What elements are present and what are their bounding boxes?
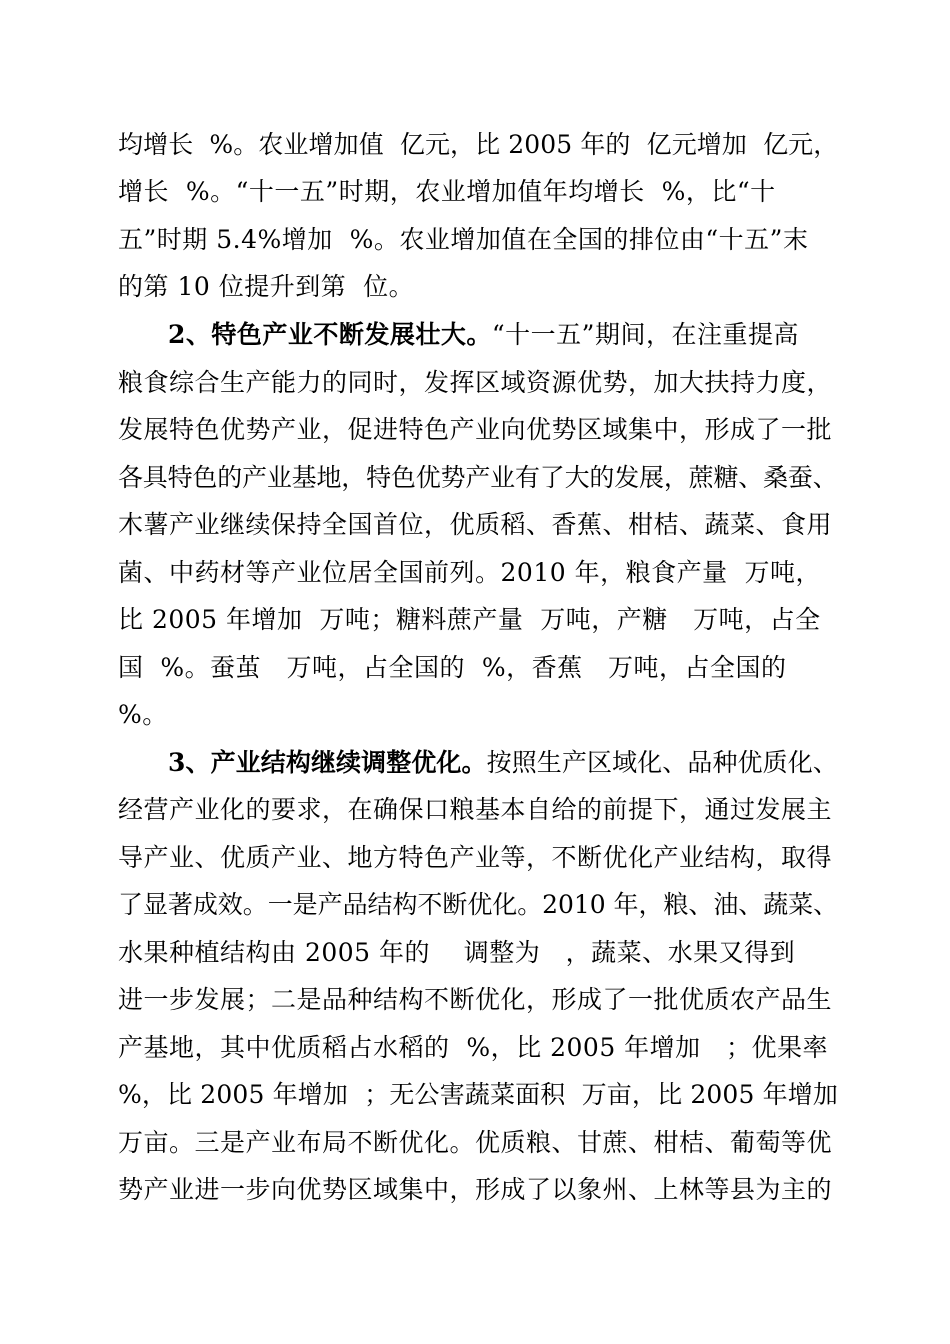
paragraph-line: 国 %。蚕茧 万吨，占全国的 %，香蕉 万吨，占全国的 [118, 653, 787, 682]
section-2-heading: 2、特色产业不断发展壮大。 [168, 320, 492, 349]
paragraph-line: 木薯产业继续保持全国首位，优质稻、香蕉、柑桔、蔬菜、食用 [118, 510, 833, 539]
paragraph-line: %，比 2005 年增加 ；无公害蔬菜面积 万亩，比 2005 年增加 [118, 1080, 839, 1109]
paragraph-line: 粮食综合生产能力的同时，发挥区域资源优势，加大扶持力度， [118, 368, 833, 397]
paragraph-line: 菌、中药材等产业位居全国前列。2010 年，粮食产量 万吨， [118, 558, 821, 587]
paragraph-line: 产基地，其中优质稻占水稻的 %，比 2005 年增加 ；优果率 [118, 1033, 829, 1062]
section-2-intro: “十一五”期间，在注重提高 [491, 320, 799, 349]
section-3-first-line [168, 748, 838, 778]
paragraph-line: 经营产业化的要求，在确保口粮基本自给的前提下，通过发展主 [118, 795, 833, 824]
paragraph-line: 万亩。三是产业布局不断优化。优质粮、甘蔗、柑桔、葡萄等优 [118, 1128, 833, 1157]
paragraph-line: 各具特色的产业基地，特色优势产业有了大的发展，蔗糖、桑蚕、 [118, 463, 838, 492]
paragraph-line: 比 2005 年增加 万吨；糖料蔗产量 万吨，产糖 万吨，占全 [118, 605, 821, 634]
paragraph-line: 水果种植结构由 2005 年的 调整为 ，蔬菜、水果又得到 [118, 938, 796, 967]
paragraph-line: 势产业进一步向优势区域集中，形成了以象州、上林等县为主的 [118, 1175, 833, 1204]
section-2-first-line [168, 320, 799, 350]
paragraph-line: 五”时期 5.4%增加 %。农业增加值在全国的排位由“十五”末 [118, 225, 809, 254]
paragraph-line: 发展特色优势产业，促进特色产业向优势区域集中，形成了一批 [118, 415, 833, 444]
paragraph-line: 增长 %。“十一五”时期，农业增加值年均增长 %，比“十 [118, 177, 776, 206]
paragraph-line: 导产业、优质产业、地方特色产业等，不断优化产业结构，取得 [118, 843, 833, 872]
paragraph-line: 的第 10 位提升到第 位。 [118, 272, 415, 301]
paragraph-line: 了显著成效。一是产品结构不断优化。2010 年，粮、油、蔬菜、 [118, 890, 839, 919]
section-3-heading: 3、产业结构继续调整优化。 [168, 748, 487, 777]
paragraph-line: %。 [118, 700, 168, 729]
paragraph-line: 进一步发展；二是品种结构不断优化，形成了一批优质农产品生 [118, 985, 833, 1014]
paragraph-line: 均增长 %。农业增加值 亿元，比 2005 年的 亿元增加 亿元， [118, 130, 839, 159]
section-3-intro: 按照生产区域化、品种优质化、 [486, 748, 838, 777]
